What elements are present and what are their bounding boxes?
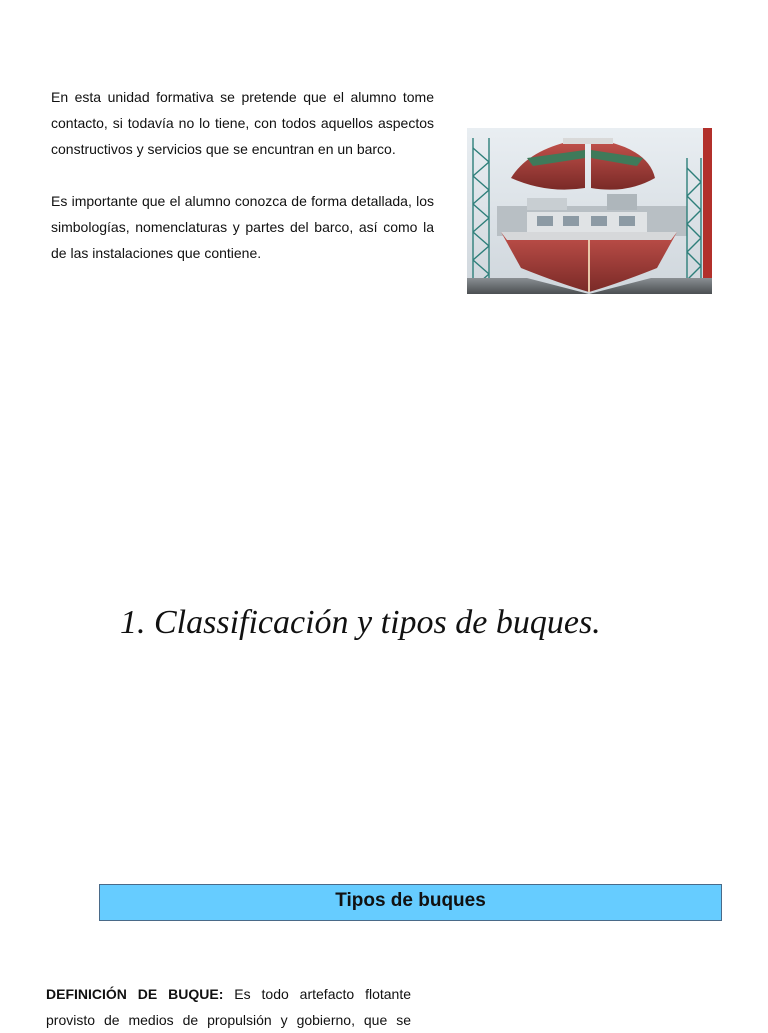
definition-term: DEFINICIÓN DE BUQUE: [46, 986, 224, 1002]
intro-text [51, 84, 434, 292]
intro-paragraph-2: Es importante que el alumno conozca de forma detallada, los simbologías, nomenclaturas y partes del barco, así como la de las instalaciones que contiene. [51, 193, 434, 261]
ship-hull-illustration [467, 128, 712, 294]
intro-paragraph-1: En esta unidad formativa se pretende que el alumno tome contacto, si todavía no lo tiene, con todos aquellos aspectos constructivos y servicios que se encuntran en un barco. [51, 89, 434, 157]
definition-text: Es todo artefacto flotante provisto de medios de propulsión y gobierno, que se [46, 986, 411, 1028]
section-header-box [99, 884, 722, 921]
definition-paragraph [46, 981, 411, 1033]
section-title: Tipos de buques [335, 889, 486, 911]
chapter-title: 1. Classificación y tipos de buques. [120, 604, 601, 641]
ship-construction-photo [467, 128, 712, 294]
